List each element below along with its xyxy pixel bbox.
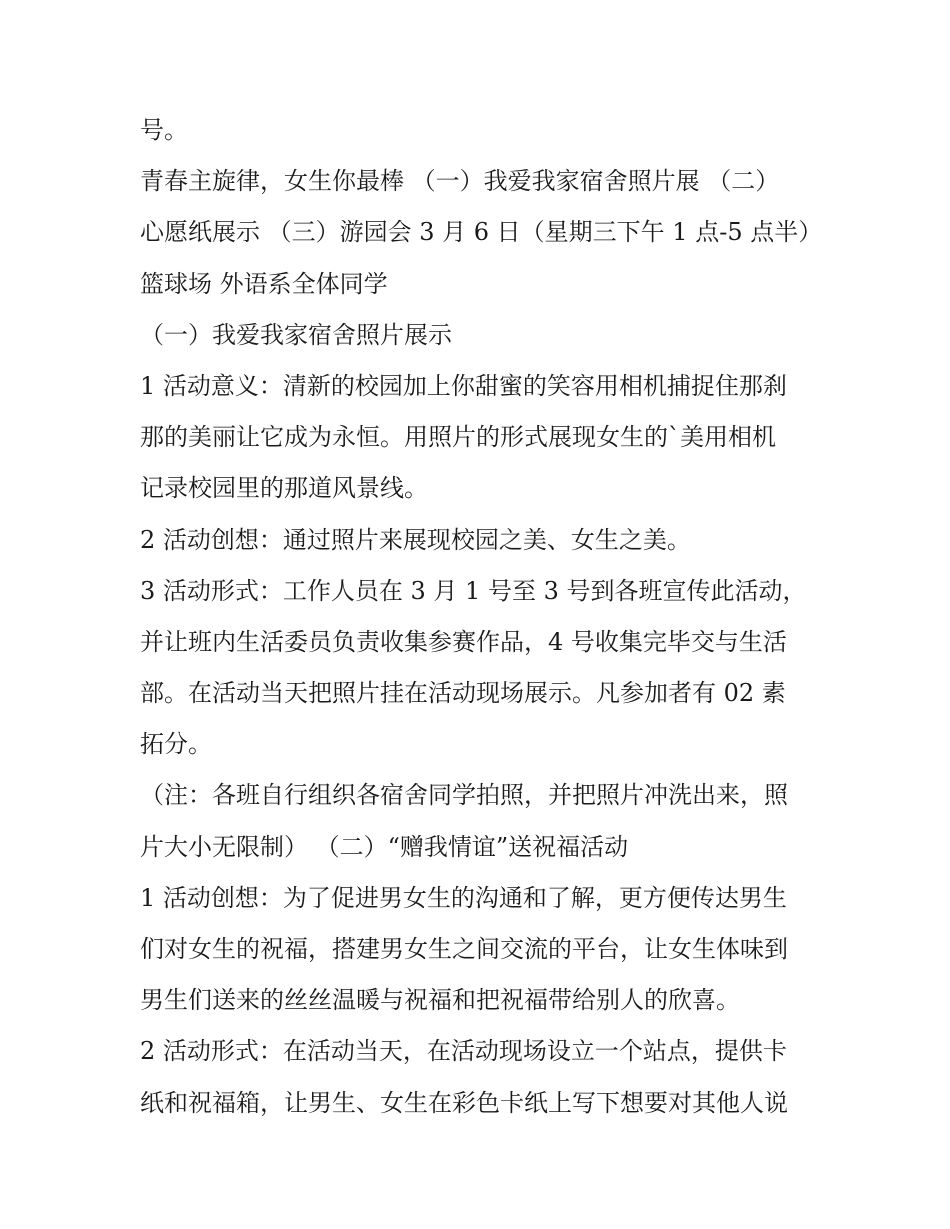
text-line: 2 活动创想：通过照片来展现校园之美、女生之美。 bbox=[140, 525, 691, 554]
text-line: 3 活动形式：工作人员在 3 月 1 号至 3 号到各班宣传此活动， bbox=[140, 576, 807, 605]
text-line: 纸和祝福箱，让男生、女生在彩色卡纸上写下想要对其他人说 bbox=[140, 1088, 788, 1117]
text-line: 1 活动创想：为了促进男女生的沟通和了解，更方便传达男生 bbox=[140, 883, 787, 912]
text-line: 1 活动意义：清新的校园加上你甜蜜的笑容用相机捕捉住那刹 bbox=[140, 371, 787, 400]
text-line: 并让班内生活委员负责收集参赛作品，4 号收集完毕交与生活 bbox=[140, 627, 787, 656]
text-line: （注：各班自行组织各宿舍同学拍照，并把照片冲洗出来，照 bbox=[140, 781, 788, 810]
text-line: 男生们送来的丝丝温暖与祝福和把祝福带给别人的欣喜。 bbox=[140, 986, 740, 1015]
text-line: 那的美丽让它成为永恒。用照片的形式展现女生的`美用相机 bbox=[140, 423, 776, 452]
document-body bbox=[140, 105, 840, 1129]
section-heading: （一）我爱我家宿舍照片展示 bbox=[140, 320, 452, 349]
text-line: 记录校园里的那道风景线。 bbox=[140, 474, 428, 503]
text-line: 心愿纸展示 （三）游园会 3 月 6 日（星期三下午 1 点-5 点半） bbox=[140, 218, 823, 247]
text-line: 2 活动形式：在活动当天，在活动现场设立一个站点，提供卡 bbox=[140, 1037, 787, 1066]
text-line: 号。 bbox=[140, 116, 188, 144]
text-line: 片大小无限制） （二）“赠我情谊”送祝福活动 bbox=[140, 832, 629, 861]
text-line: 篮球场 外语系全体同学 bbox=[140, 269, 388, 298]
text-line: 拓分。 bbox=[140, 730, 212, 759]
text-line: 青春主旋律，女生你最棒 （一）我爱我家宿舍照片展 （二） bbox=[140, 167, 780, 196]
text-line: 部。在活动当天把照片挂在活动现场展示。凡参加者有 02 素 bbox=[140, 679, 786, 708]
text-line: 们对女生的祝福，搭建男女生之间交流的平台，让女生体味到 bbox=[140, 935, 788, 963]
